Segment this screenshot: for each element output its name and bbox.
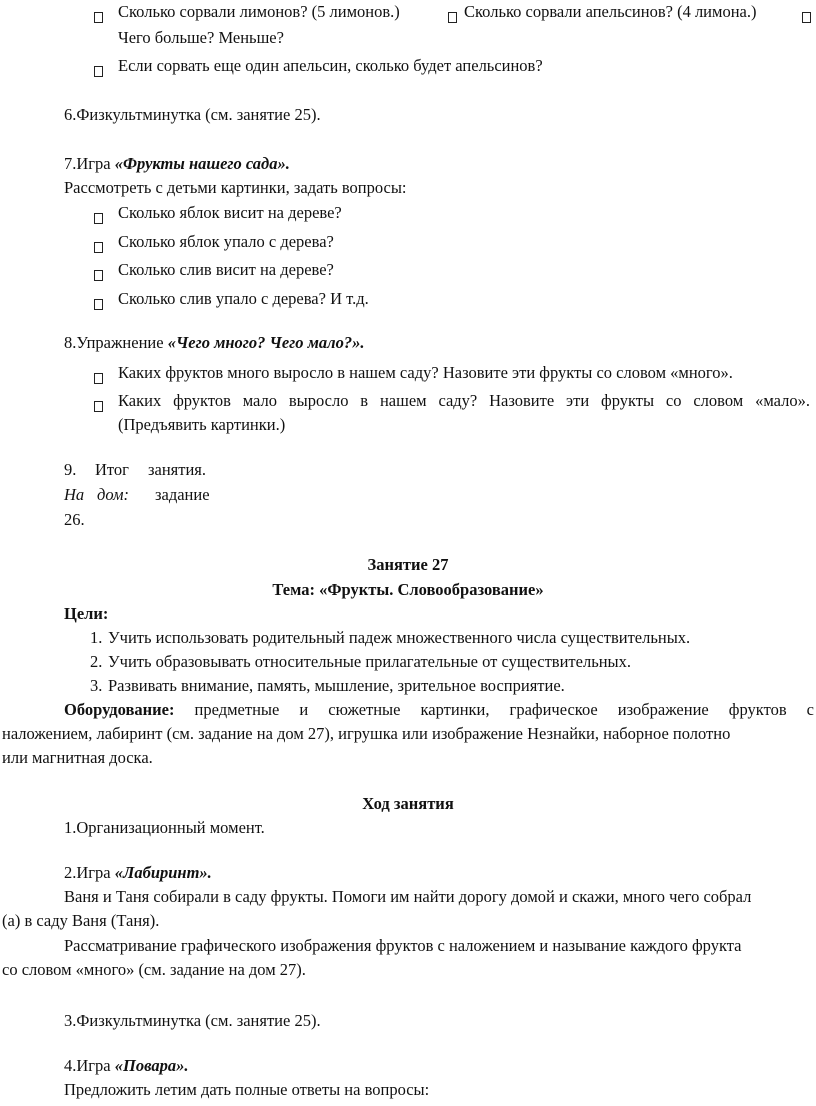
goal-item: Развивать внимание, память, мышление, зрительное восприятие. [108, 676, 565, 695]
step-2-paragraph-1-cont: (а) в саду Ваня (Таня). [2, 911, 160, 930]
goal-number: 3. [90, 676, 103, 695]
goal-item: Учить образовывать относительные прилагательные от существительных. [108, 652, 632, 671]
goal-number: 1. [90, 628, 103, 647]
question-lemons: Сколько сорвали лимонов? (5 лимонов.) [118, 2, 400, 21]
item-7-heading [64, 152, 290, 176]
equipment-line-1 [64, 698, 814, 722]
step-2-prefix: 2.Игра [64, 863, 115, 882]
item-8-title: «Чего много? Чего мало?». [167, 333, 365, 352]
item-9-word: Итог [95, 460, 129, 479]
question-oranges: Сколько сорвали апельсинов? (4 лимона.) [464, 2, 757, 21]
lesson-title: Занятие 27 [367, 555, 449, 574]
bullet-icon [94, 5, 103, 29]
question-which-more: Чего больше? Меньше? [118, 28, 284, 47]
step-2-paragraph-2-cont: со словом «много» (см. задание на дом 27). [2, 960, 306, 979]
item-8-question-2: Каких фруктов мало выросло в нашем саду? Назовите эти фрукты со словом «мало». [118, 391, 810, 410]
step-2-paragraph-1: Ваня и Таня собирали в саду фрукты. Помоги им найти дорогу домой и скажи, много чего собрал [64, 887, 752, 906]
step-2-title: «Лабиринт». [114, 863, 212, 882]
course-title: Ход занятия [362, 794, 454, 813]
step-1: 1.Организационный момент. [64, 818, 265, 837]
bullet-icon [94, 292, 103, 316]
question-one-more: Если сорвать еще один апельсин, сколько будет апельсинов? [118, 56, 543, 75]
item-8-question-2-cont: (Предъявить картинки.) [118, 415, 286, 434]
item-7-question: Сколько яблок упало с дерева? [118, 232, 334, 251]
homework-word: дом: [97, 485, 129, 504]
step-2-paragraph-2: Рассматривание графического изображения фруктов с наложением и называние каждого фрукта [64, 936, 742, 955]
item-7-question: Сколько яблок висит на дереве? [118, 203, 342, 222]
item-9-number: 9. [64, 460, 77, 479]
bullet-icon [94, 206, 103, 230]
item-7-description: Рассмотреть с детьми картинки, задать вопросы: [64, 178, 407, 197]
item-7-title: «Фрукты нашего сада». [114, 154, 290, 173]
homework-number: 26. [64, 510, 85, 529]
equipment-label: Оборудование: [64, 700, 175, 719]
bullet-icon [448, 5, 457, 29]
item-6: 6.Физкультминутка (см. занятие 25). [64, 105, 321, 124]
step-4-title: «Повара». [114, 1056, 189, 1075]
homework-word: На [64, 485, 85, 504]
item-7-question: Сколько слив упало с дерева? И т.д. [118, 289, 369, 308]
bullet-icon [94, 235, 103, 259]
step-2-heading [64, 861, 212, 885]
goals-label: Цели: [64, 604, 109, 623]
step-4-prefix: 4.Игра [64, 1056, 115, 1075]
item-9-word: занятия. [148, 460, 207, 479]
homework-word: задание [155, 485, 210, 504]
bullet-icon [94, 394, 103, 418]
item-8-prefix: 8.Упражнение [64, 333, 168, 352]
lesson-theme: Тема: «Фрукты. Словообразование» [272, 580, 544, 599]
equipment-line-2: наложением, лабиринт (см. задание на дом 27), игрушка или изображение Незнайки, наборное полотно [2, 724, 731, 743]
bullet-icon [94, 263, 103, 287]
bullet-icon [94, 366, 103, 390]
bullet-icon [94, 59, 103, 83]
step-4-description: Предложить летим дать полные ответы на вопросы: [64, 1080, 430, 1099]
goal-number: 2. [90, 652, 103, 671]
item-7-question: Сколько слив висит на дереве? [118, 260, 334, 279]
equipment-line-3: или магнитная доска. [2, 748, 153, 767]
item-8-heading [64, 331, 365, 355]
equipment-text: предметные и сюжетные картинки, графическое изображение фруктов с [194, 700, 814, 719]
step-3: 3.Физкультминутка (см. занятие 25). [64, 1011, 321, 1030]
goal-item: Учить использовать родительный падеж множественного числа существительных. [108, 628, 691, 647]
bullet-icon [802, 5, 811, 29]
item-7-prefix: 7.Игра [64, 154, 115, 173]
step-4-heading [64, 1054, 188, 1078]
item-8-question-1: Каких фруктов много выросло в нашем саду? Назовите эти фрукты со словом «много». [118, 363, 733, 382]
